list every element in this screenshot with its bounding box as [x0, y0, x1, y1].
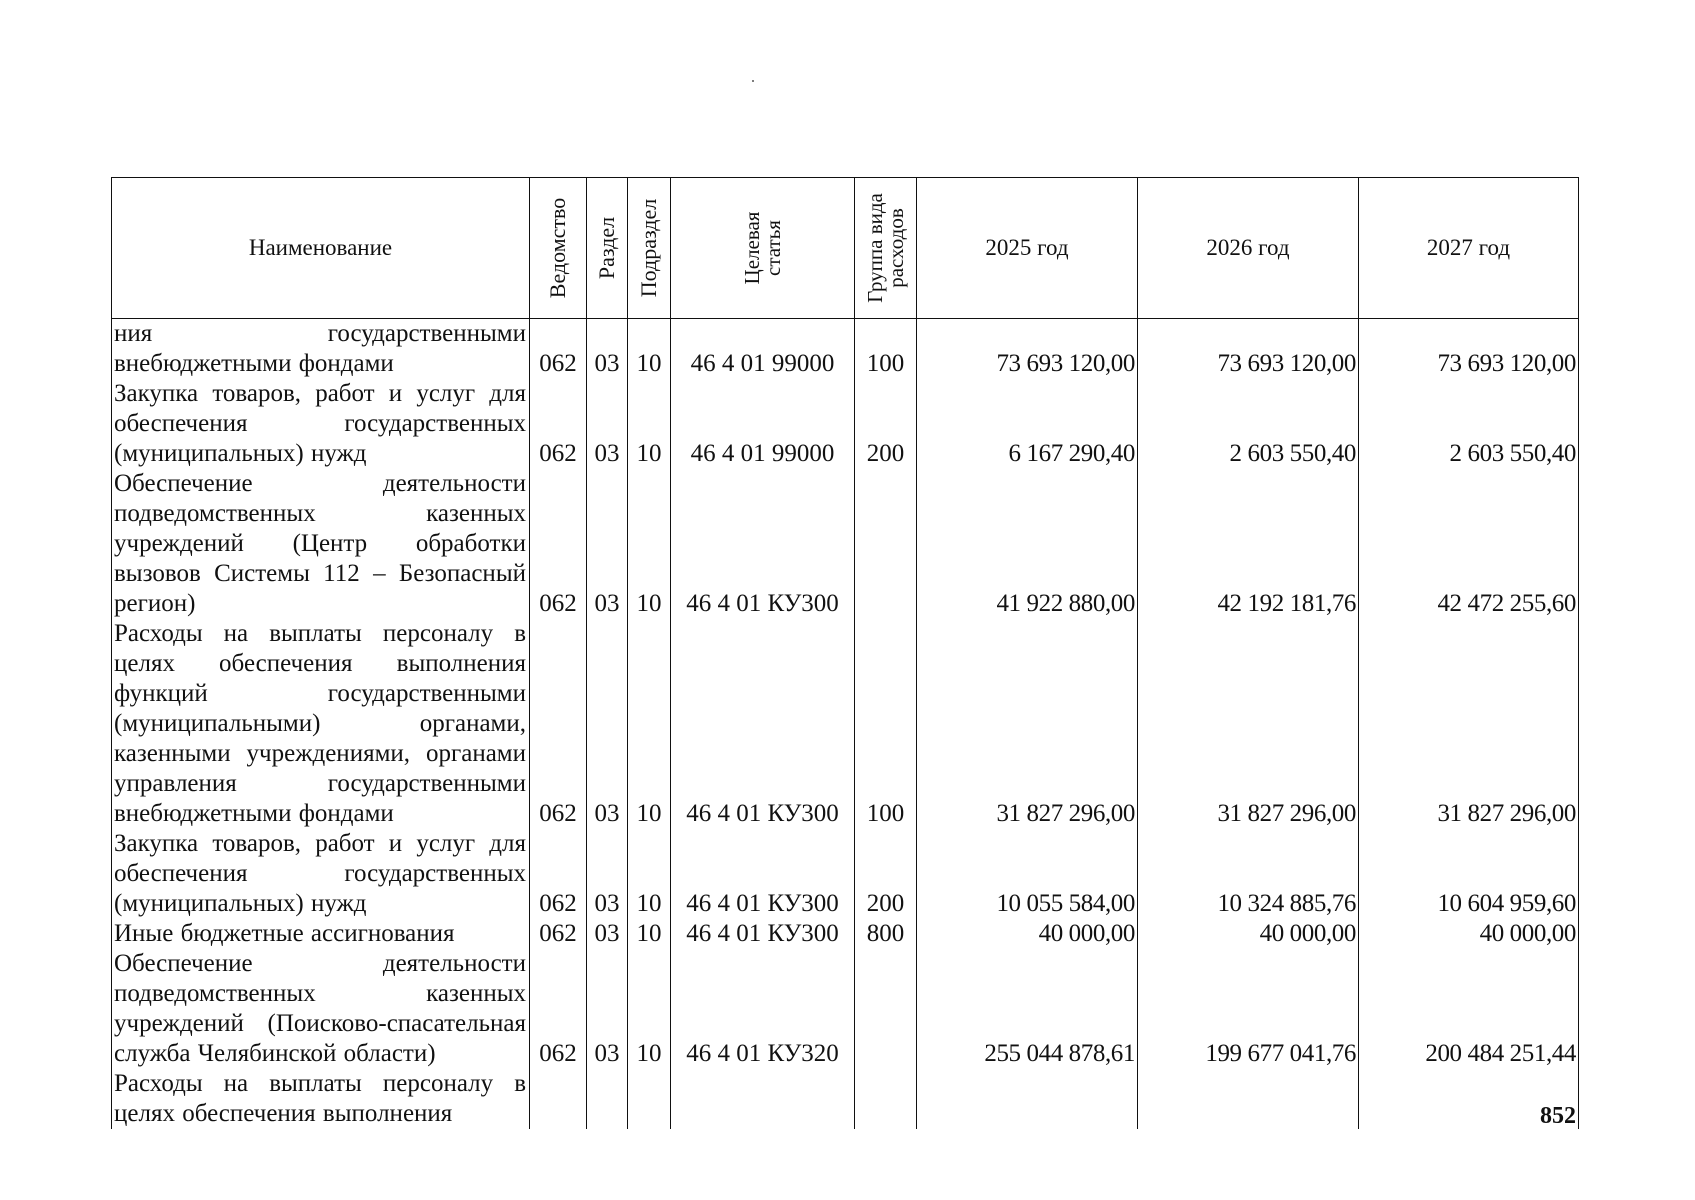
header-vedomstvo-label: Ведомство — [545, 197, 570, 299]
row-2025 — [917, 1069, 1138, 1129]
row-target: 46 4 01 КУ300 — [671, 829, 855, 919]
table-row — [112, 1069, 1579, 1129]
row-2025: 255 044 878,61 — [917, 949, 1138, 1069]
row-name: Расходы на выплаты персоналу в целях обеспечения выполнения функций государственными (муниципальными) органами, казенными учреждениями, органами управления государственными внебюджетными фондами — [112, 619, 530, 829]
header-group — [855, 178, 917, 319]
page-number: 852 — [1540, 1103, 1576, 1129]
header-2026: 2026 год — [1138, 178, 1359, 319]
row-name: ния государственными внебюджетными фондами — [112, 319, 530, 380]
row-group — [855, 1069, 917, 1129]
row-group: 100 — [855, 319, 917, 380]
header-row — [112, 178, 1579, 319]
row-2026: 42 192 181,76 — [1138, 469, 1359, 619]
row-group — [855, 469, 917, 619]
row-2025: 31 827 296,00 — [917, 619, 1138, 829]
row-vedomstvo: 062 — [530, 949, 587, 1069]
row-razdel: 03 — [587, 829, 628, 919]
row-razdel: 03 — [587, 319, 628, 380]
row-2026 — [1138, 1069, 1359, 1129]
row-group — [855, 949, 917, 1069]
table-row — [112, 949, 1579, 1069]
row-name: Обеспечение деятельности подведомственных казенных учреждений (Поисково-спасательная служба Челябинской области) — [112, 949, 530, 1069]
header-name: Наименование — [112, 178, 530, 319]
row-podrazdel: 10 — [628, 379, 671, 469]
row-vedomstvo: 062 — [530, 379, 587, 469]
row-2027: 200 484 251,44 — [1359, 949, 1579, 1069]
row-2026: 40 000,00 — [1138, 919, 1359, 949]
row-2025: 73 693 120,00 — [917, 319, 1138, 380]
row-vedomstvo: 062 — [530, 829, 587, 919]
row-2027: 31 827 296,00 — [1359, 619, 1579, 829]
row-target: 46 4 01 КУ320 — [671, 949, 855, 1069]
row-podrazdel: 10 — [628, 829, 671, 919]
row-name: Закупка товаров, работ и услуг для обеспечения государственных (муниципальных) нужд — [112, 379, 530, 469]
row-razdel: 03 — [587, 619, 628, 829]
row-target: 46 4 01 КУ300 — [671, 919, 855, 949]
row-name: Закупка товаров, работ и услуг для обеспечения государственных (муниципальных) нужд — [112, 829, 530, 919]
header-target-label: Целевая статья — [739, 211, 785, 285]
row-2027: 10 604 959,60 — [1359, 829, 1579, 919]
scan-dot — [752, 80, 754, 82]
row-razdel: 03 — [587, 469, 628, 619]
row-2026: 73 693 120,00 — [1138, 319, 1359, 380]
row-group: 100 — [855, 619, 917, 829]
budget-table — [111, 177, 1579, 1129]
row-name: Иные бюджетные ассигнования — [112, 919, 530, 949]
row-2027: 42 472 255,60 — [1359, 469, 1579, 619]
header-vedomstvo — [530, 178, 587, 319]
row-podrazdel — [628, 1069, 671, 1129]
row-2026: 2 603 550,40 — [1138, 379, 1359, 469]
table-row — [112, 829, 1579, 919]
row-podrazdel: 10 — [628, 319, 671, 380]
row-2026: 199 677 041,76 — [1138, 949, 1359, 1069]
row-vedomstvo: 062 — [530, 319, 587, 380]
row-2027: 73 693 120,00 — [1359, 319, 1579, 380]
row-2026: 31 827 296,00 — [1138, 619, 1359, 829]
table-row — [112, 319, 1579, 380]
row-name: Обеспечение деятельности подведомственных казенных учреждений (Центр обработки вызовов Системы 112 – Безопасный регион) — [112, 469, 530, 619]
row-2026: 10 324 885,76 — [1138, 829, 1359, 919]
row-razdel — [587, 1069, 628, 1129]
header-razdel-label: Раздел — [594, 216, 619, 280]
row-name: Расходы на выплаты персоналу в целях обеспечения выполнения — [112, 1069, 530, 1129]
row-group: 200 — [855, 379, 917, 469]
row-group: 800 — [855, 919, 917, 949]
row-target — [671, 1069, 855, 1129]
table-row — [112, 379, 1579, 469]
table-row — [112, 469, 1579, 619]
table-row — [112, 619, 1579, 829]
row-group: 200 — [855, 829, 917, 919]
row-target: 46 4 01 КУ300 — [671, 469, 855, 619]
row-vedomstvo: 062 — [530, 919, 587, 949]
row-2025: 41 922 880,00 — [917, 469, 1138, 619]
header-2027: 2027 год — [1359, 178, 1579, 319]
table-row — [112, 919, 1579, 949]
row-target: 46 4 01 99000 — [671, 379, 855, 469]
row-podrazdel: 10 — [628, 619, 671, 829]
row-2027: 2 603 550,40 — [1359, 379, 1579, 469]
row-podrazdel: 10 — [628, 919, 671, 949]
row-vedomstvo: 062 — [530, 619, 587, 829]
row-2027: 40 000,00 — [1359, 919, 1579, 949]
header-2025: 2025 год — [917, 178, 1138, 319]
header-razdel — [587, 178, 628, 319]
row-podrazdel: 10 — [628, 949, 671, 1069]
row-vedomstvo — [530, 1069, 587, 1129]
row-target: 46 4 01 99000 — [671, 319, 855, 380]
row-razdel: 03 — [587, 949, 628, 1069]
row-2025: 6 167 290,40 — [917, 379, 1138, 469]
row-2025: 40 000,00 — [917, 919, 1138, 949]
row-vedomstvo: 062 — [530, 469, 587, 619]
row-razdel: 03 — [587, 919, 628, 949]
header-group-label: Группа вида расходов — [862, 193, 908, 303]
header-target — [671, 178, 855, 319]
row-target: 46 4 01 КУ300 — [671, 619, 855, 829]
header-podrazdel-label: Подраздел — [636, 198, 661, 298]
header-podrazdel — [628, 178, 671, 319]
row-podrazdel: 10 — [628, 469, 671, 619]
row-razdel: 03 — [587, 379, 628, 469]
row-2025: 10 055 584,00 — [917, 829, 1138, 919]
